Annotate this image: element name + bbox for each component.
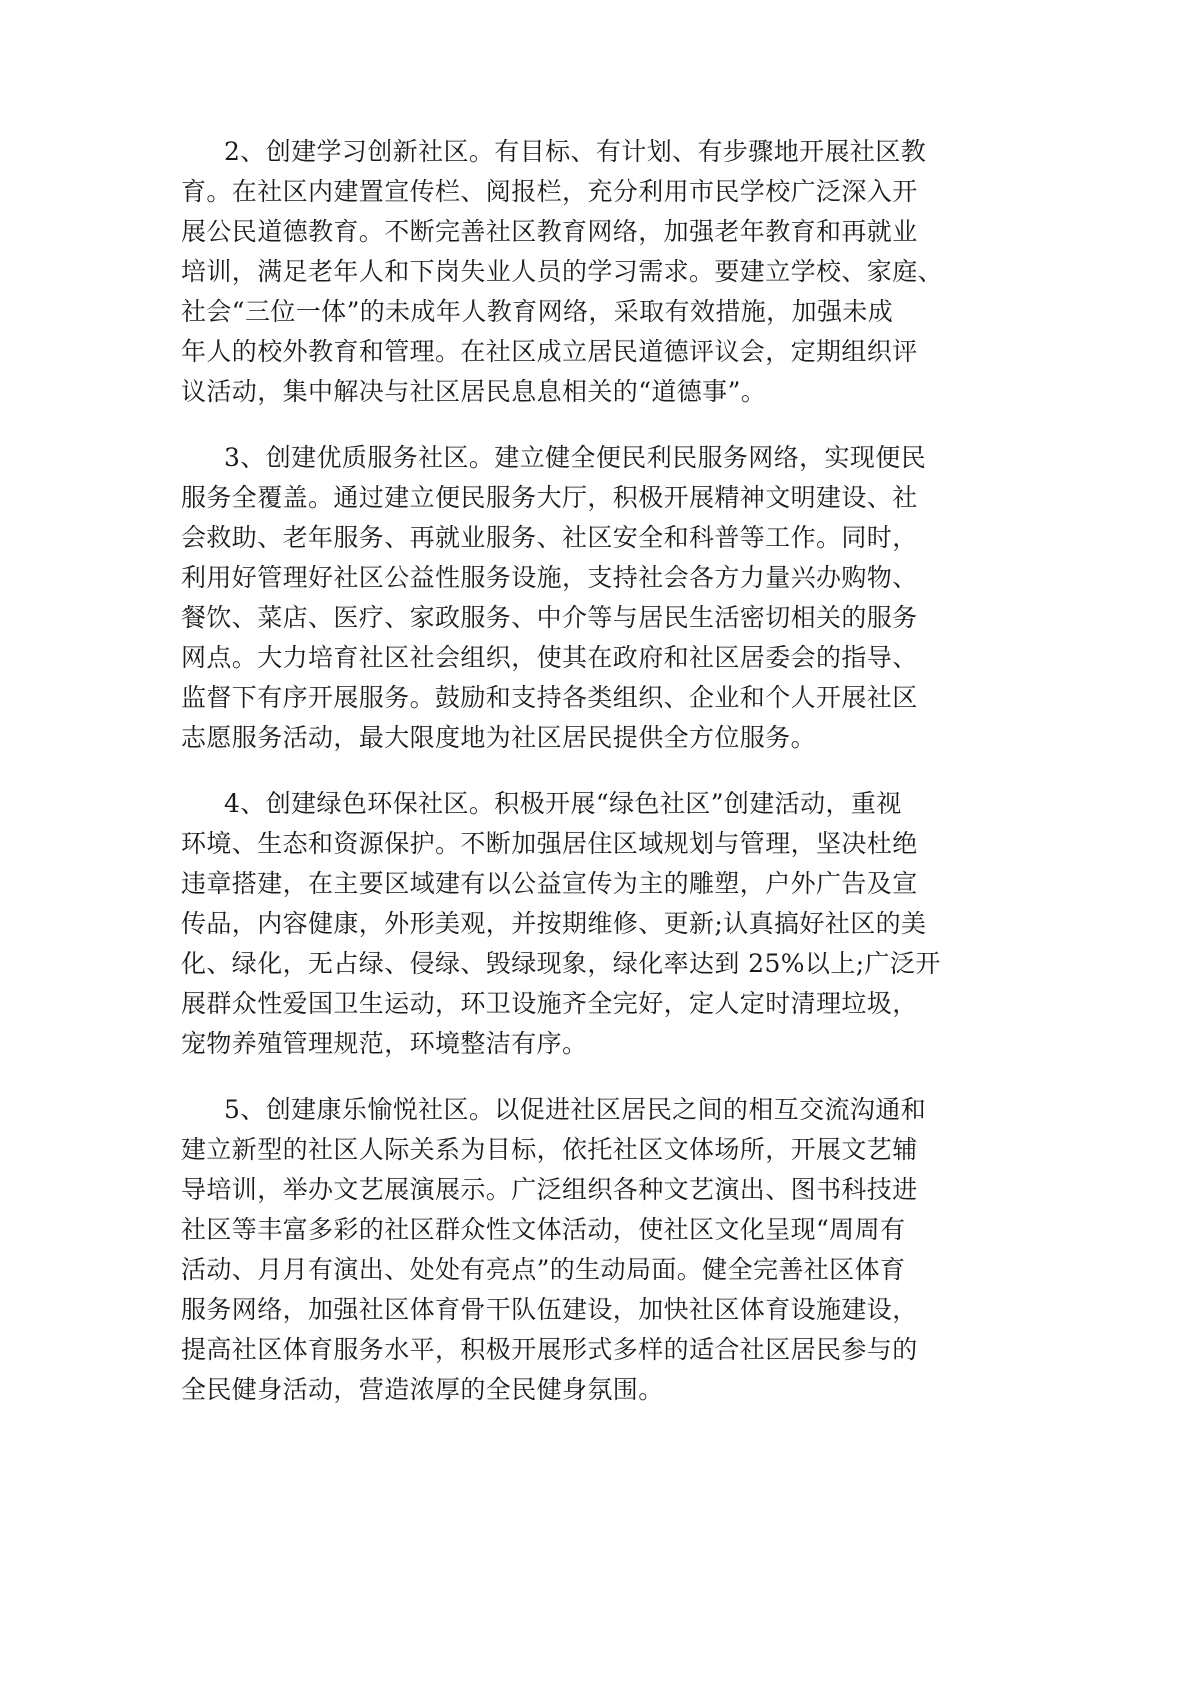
text-line: 志愿服务活动，最大限度地为社区居民提供全方位服务。 bbox=[181, 723, 817, 752]
text-line: 培训，满足老年人和下岗失业人员的学习需求。要建立学校、家庭、 bbox=[181, 257, 944, 286]
text-line: 服务网络，加强社区体育骨干队伍建设，加快社区体育设施建设， bbox=[181, 1295, 918, 1324]
paragraph-service-community bbox=[181, 438, 1021, 758]
text-line: 5、创建康乐愉悦社区。以促进社区居民之间的相互交流沟通和 bbox=[224, 1095, 927, 1124]
paragraph-spacer bbox=[181, 1064, 1021, 1090]
text-line: 4、创建绿色环保社区。积极开展“绿色社区”创建活动，重视 bbox=[224, 789, 902, 818]
text-line: 展公民道德教育。不断完善社区教育网络，加强老年教育和再就业 bbox=[181, 217, 918, 246]
text-line: 违章搭建，在主要区域建有以公益宣传为主的雕塑，户外广告及宣 bbox=[181, 869, 918, 898]
text-line: 导培训，举办文艺展演展示。广泛组织各种文艺演出、图书科技进 bbox=[181, 1175, 918, 1204]
text-line: 环境、生态和资源保护。不断加强居住区域规划与管理，坚决杜绝 bbox=[181, 829, 918, 858]
text-line: 传品，内容健康，外形美观，并按期维修、更新;认真搞好社区的美 bbox=[181, 909, 927, 938]
paragraph-green-community bbox=[181, 784, 1021, 1064]
text-line: 会救助、老年服务、再就业服务、社区安全和科普等工作。同时， bbox=[181, 523, 918, 552]
text-line: 展群众性爱国卫生运动，环卫设施齐全完好，定人定时清理垃圾， bbox=[181, 989, 918, 1018]
text-line: 育。在社区内建置宣传栏、阅报栏，充分利用市民学校广泛深入开 bbox=[181, 177, 918, 206]
text-line: 餐饮、菜店、医疗、家政服务、中介等与居民生活密切相关的服务 bbox=[181, 603, 918, 632]
text-line: 监督下有序开展服务。鼓励和支持各类组织、企业和个人开展社区 bbox=[181, 683, 918, 712]
text-line: 议活动，集中解决与社区居民息息相关的“道德事”。 bbox=[181, 377, 767, 406]
text-line: 社会“三位一体”的未成年人教育网络，采取有效措施，加强未成 bbox=[181, 297, 894, 326]
text-line: 网点。大力培育社区社会组织，使其在政府和社区居委会的指导、 bbox=[181, 643, 918, 672]
text-line: 宠物养殖管理规范，环境整洁有序。 bbox=[181, 1029, 588, 1058]
text-line: 活动、月月有演出、处处有亮点”的生动局面。健全完善社区体育 bbox=[181, 1255, 906, 1284]
text-line: 服务全覆盖。通过建立便民服务大厅，积极开展精神文明建设、社 bbox=[181, 483, 918, 512]
text-line: 建立新型的社区人际关系为目标，依托社区文体场所，开展文艺辅 bbox=[181, 1135, 918, 1164]
text-line: 全民健身活动，营造浓厚的全民健身氛围。 bbox=[181, 1375, 664, 1404]
text-line: 社区等丰富多彩的社区群众性文体活动，使社区文化呈现“周周有 bbox=[181, 1215, 906, 1244]
text-line: 2、创建学习创新社区。有目标、有计划、有步骤地开展社区教 bbox=[224, 137, 927, 166]
text-line: 3、创建优质服务社区。建立健全便民利民服务网络，实现便民 bbox=[224, 443, 927, 472]
text-line: 化、绿化，无占绿、侵绿、毁绿现象，绿化率达到 25%以上;广泛开 bbox=[181, 949, 941, 978]
text-line: 提高社区体育服务水平，积极开展形式多样的适合社区居民参与的 bbox=[181, 1335, 918, 1364]
paragraph-leisure-community bbox=[181, 1090, 1021, 1410]
paragraph-learning-community bbox=[181, 132, 1021, 412]
text-line: 利用好管理好社区公益性服务设施，支持社会各方力量兴办购物、 bbox=[181, 563, 918, 592]
paragraph-spacer bbox=[181, 412, 1021, 438]
document-page bbox=[181, 132, 1021, 1410]
paragraph-spacer bbox=[181, 758, 1021, 784]
text-line: 年人的校外教育和管理。在社区成立居民道德评议会，定期组织评 bbox=[181, 337, 918, 366]
